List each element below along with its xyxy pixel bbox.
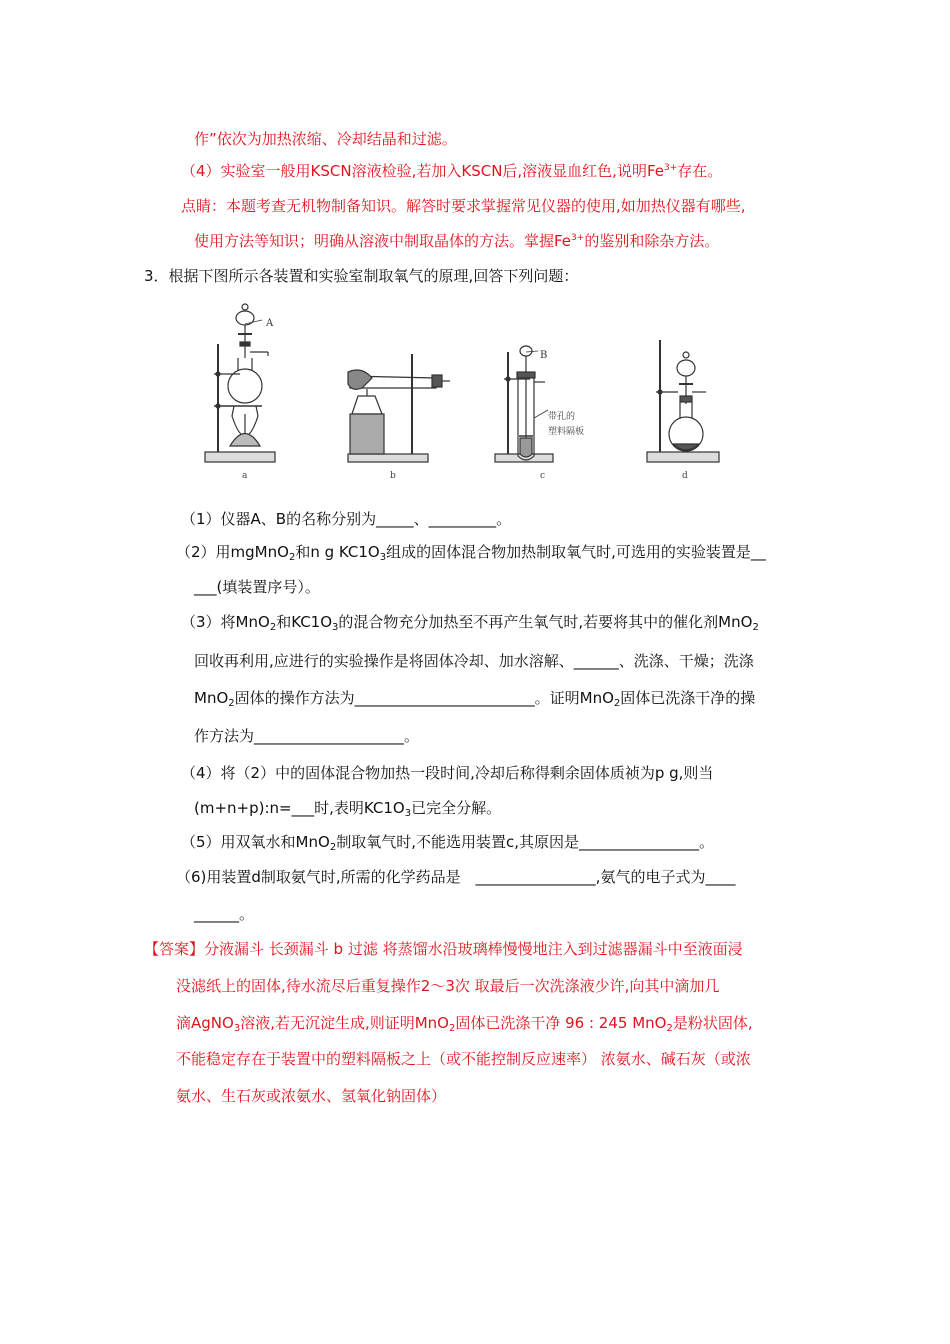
apparatus-figure bbox=[200, 296, 740, 488]
prev-answer-line-1: 作”依次为加热浓缩、冷却结晶和过滤。 bbox=[194, 130, 457, 148]
answer-line-2: 没滤纸上的固体,待水流尽后重复操作2〜3次 取最后一次洗涤液少许,向其中滴加几 bbox=[176, 977, 720, 995]
svg-text:b: b bbox=[390, 471, 396, 481]
svg-text:A: A bbox=[266, 318, 274, 329]
apparatus-a bbox=[205, 304, 275, 481]
apparatus-c bbox=[495, 346, 584, 481]
subquestion-3-line-4: 作方法为____________________。 bbox=[194, 727, 420, 745]
subquestion-2-line-1: （2）用mgMnO$_2$和n g $KC1O_3$组成的固体混合物加热制取氧气时,可选用的实验装置是__ bbox=[176, 543, 766, 563]
prev-answer-line-2: （4）实验室一般用KSCN溶液检验,若加入KSCN后,溶液显血红色,说明$Fe^{3+}$存在。 bbox=[181, 162, 723, 180]
subquestion-3-line-2: 回收再利用,应进行的实验操作是将固体冷却、加水溶解、______、洗涤、干燥；洗涤 bbox=[194, 652, 754, 670]
subquestion-1: （1）仪器A、B的名称分别为_____、_________。 bbox=[181, 510, 512, 528]
subquestion-3-line-1: （3）将MnO$_2$和$KC1O_3$的混合物充分加热至不再产生氧气时,若要将其中的催化剂MnO$_2$ bbox=[181, 613, 759, 633]
svg-text:塑料隔板: 塑料隔板 bbox=[548, 427, 585, 437]
apparatus-b bbox=[348, 354, 450, 481]
subquestion-5: （5）用双氧水和MnO$_2$制取氧气时,不能选用装置c,其原因是________________。 bbox=[181, 833, 714, 853]
hint-line-2: 使用方法等知识；明确从溶液中制取晶体的方法。掌握$Fe^{3+}$的鉴别和除杂方法。 bbox=[194, 232, 720, 250]
svg-text:带孔的: 带孔的 bbox=[548, 412, 576, 422]
svg-text:B: B bbox=[540, 350, 548, 361]
svg-text:c: c bbox=[540, 471, 546, 481]
answer-line-5: 氨水、生石灰或浓氨水、氢氧化钠固体） bbox=[176, 1087, 447, 1105]
answer-line-4: 不能稳定存在于装置中的塑料隔板之上（或不能控制反应速率） 浓氨水、碱石灰（或浓 bbox=[176, 1050, 751, 1068]
subquestion-6-line-2: ______。 bbox=[194, 905, 255, 923]
question-stem: 3．根据下图所示各装置和实验室制取氧气的原理,回答下列问题： bbox=[144, 267, 579, 285]
svg-text:a: a bbox=[242, 471, 248, 481]
answer-line-1: 【答案】分液漏斗 长颈漏斗 b 过滤 将蒸馏水沿玻璃棒慢慢地注入到过滤器漏斗中至液面浸 bbox=[144, 940, 743, 958]
subquestion-3-line-3: MnO$_2$固体的操作方法为________________________。证明MnO$_2$固体已洗涤干净的操 bbox=[194, 689, 756, 709]
subquestion-6-line-1: （6)用装置d制取氨气时,所需的化学药品是 ________________,氨气的电子式为____ bbox=[176, 868, 736, 886]
hint-line-1: 点睛：本题考查无机物制备知识。解答时要求掌握常见仪器的使用,如加热仪器有哪些, bbox=[181, 197, 746, 215]
apparatus-d bbox=[647, 340, 719, 481]
subquestion-2-line-2: ___(填装置序号）。 bbox=[194, 578, 320, 596]
svg-text:d: d bbox=[682, 471, 688, 481]
answer-line-3: 滴AgNO$_3$溶液,若无沉淀生成,则证明MnO$_2$固体已洗涤干净 96 : 245 MnO$_2$是粉状固体, bbox=[176, 1014, 753, 1034]
subquestion-4-line-2: (m+n+p):n=___时,表明$KC1O_3$已完全分解。 bbox=[194, 799, 502, 819]
subquestion-4-line-1: （4）将（2）中的固体混合物加热一段时间,冷却后称得剩余固体质祯为p g,则当 bbox=[181, 764, 714, 782]
